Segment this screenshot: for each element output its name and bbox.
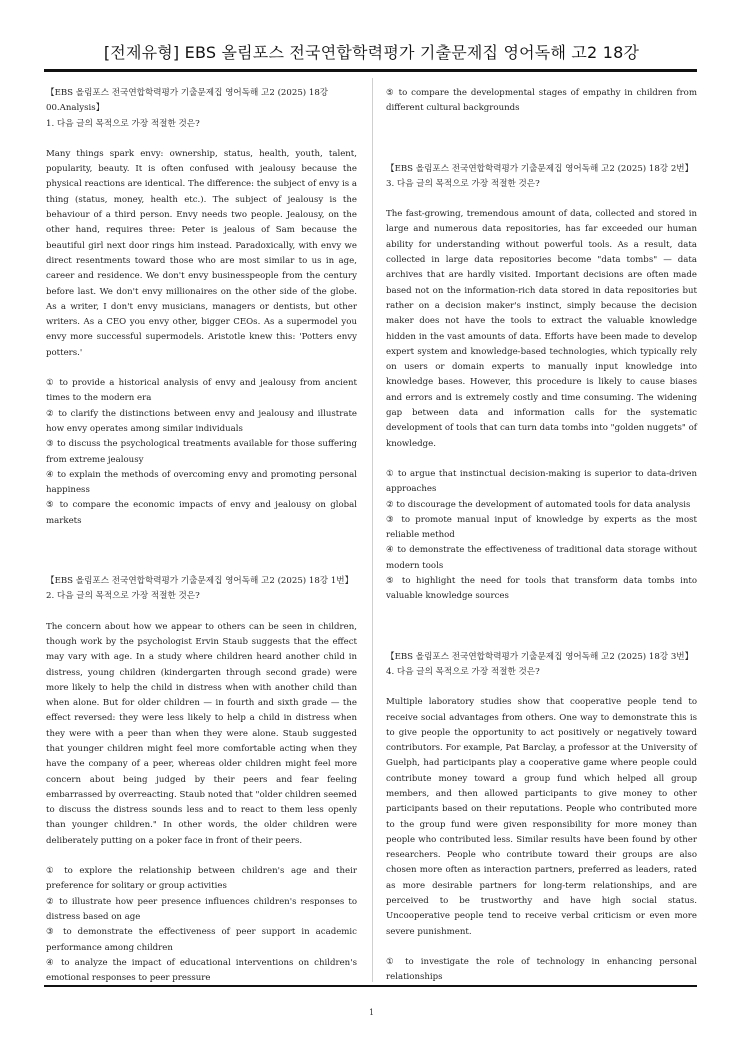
option-item: ③ to promote manual input of knowledge by experts as the most reliable method — [386, 514, 697, 541]
question-source: 【EBS 올림포스 전국연합학력평가 기출문제집 영어독해 고2 (2025) 18강 00.Analysis】 — [46, 88, 329, 114]
passage-text: Many things spark envy: ownership, status, health, youth, talent, popularity, beauty. It is often confused with jealousy because the physical reactions are identical. The difference: the subject of envy is a thing (status, money, health etc.). The subject of jealousy is the behaviour of a third person. Envy needs two people. Jealousy, on the other hand, requires three: Peter is jealous of Sam because the beautiful girl next door rings him instead. Paradoxically, with envy we direct resentments toward those who are most similar to us in age, career and residence. We don't envy businesspeople from the century before last. We don't envy millionaires on the other side of the globe. As a writer, I don't envy musicians, managers or dentists, but other writers. As a CEO you envy other, bigger CEOs. As a supermodel you envy more successful supermodels. Aristotle knew this: 'Potters envy potters.' — [46, 148, 357, 358]
option-item: ① to investigate the role of technology in enhancing personal relationships — [386, 956, 697, 983]
question-prompt: 4. 다음 글의 목적으로 가장 적절한 것은? — [386, 666, 540, 677]
option-item: ③ to demonstrate the effectiveness of peer support in academic performance among children — [46, 927, 357, 953]
page-title: [전제유형] EBS 올림포스 전국연합학력평가 기출문제집 영어독해 고2 18강 — [103, 43, 640, 62]
option-item: ④ to demonstrate the effectiveness of traditional data storage without modern tools — [386, 545, 697, 571]
footer-rule — [44, 985, 697, 987]
question-prompt: 2. 다음 글의 목적으로 가장 적절한 것은? — [46, 591, 200, 602]
question-source: 【EBS 올림포스 전국연합학력평가 기출문제집 영어독해 고2 (2025) 18강 2번】 — [386, 163, 694, 174]
option-item: ③ to discuss the psychological treatments available for those suffering from extreme jealousy — [46, 439, 357, 465]
options-list — [46, 376, 357, 529]
option-item: ⑤ to compare the economic impacts of envy and jealousy on global markets — [46, 500, 357, 526]
options-list — [386, 955, 697, 986]
question-block-2 — [46, 574, 357, 986]
header-rule — [44, 69, 697, 72]
options-list — [46, 864, 357, 986]
option-item: ② to discourage the development of automated tools for data analysis — [386, 499, 691, 510]
question-block-4 — [386, 650, 697, 986]
right-column — [386, 86, 697, 986]
passage-text: The fast-growing, tremendous amount of data, collected and stored in large and numerous data repositories, has far exceeded our human ability for understanding without powerful tools. As a result, data collected in large data repositories become "data tombs" — data archives that are hardly visited. Important decisions are often made based not on the information-rich data stored in data repositories but rather on a decision maker's instinct, simply because the decision maker does not have the tools to extract the valuable knowledge hidden in the vast amounts of data. Efforts have been made to develop expert system and knowledge-based technologies, which typically rely on users or domain experts to manually input knowledge into knowledge bases. However, this procedure is likely to cause biases and errors and is extremely costly and time consuming. The widening gap between data and information calls for the systematic development of tools that can turn data tombs into "golden nuggets" of knowledge. — [386, 209, 697, 449]
option-item: ① to provide a historical analysis of envy and jealousy from ancient times to the modern era — [46, 378, 357, 404]
question-source: 【EBS 올림포스 전국연합학력평가 기출문제집 영어독해 고2 (2025) 18강 3번】 — [386, 651, 694, 662]
option-item: ④ to explain the methods of overcoming envy and promoting personal happiness — [46, 469, 357, 496]
option-item: ① to argue that instinctual decision-making is superior to data-driven approaches — [386, 468, 697, 495]
option-item: ④ to analyze the impact of educational interventions on children's emotional responses to peer pressure — [46, 957, 357, 984]
column-divider — [372, 78, 373, 982]
option-item: ⑤ to compare the developmental stages of empathy in children from different cultural backgrounds — [386, 88, 697, 114]
question-source: 【EBS 올림포스 전국연합학력평가 기출문제집 영어독해 고2 (2025) 18강 1번】 — [46, 576, 354, 587]
option-item: ② to clarify the distinctions between envy and jealousy and illustrate how envy operates among similar individuals — [46, 408, 357, 434]
question-block-3 — [386, 162, 697, 605]
passage-text: The concern about how we appear to others can be seen in children, though work by the psychologist Ervin Staub suggests that the effect may vary with age. In a study where children heard another child in distress, young children (kindergarten through second grade) were more likely to help the child in distress when with another child than when alone. But for older children — in fourth and sixth grade — the effect reversed: they were less likely to help a child in distress when they were with a peer than when they were alone. Staub suggested that younger children might feel more comfortable acting when they have the company of a peer, whereas older children might feel more concern about being judged by their peers and fear feeling embarrassed by overreacting. Staub noted that "older children seemed to discuss the distress sounds less and to react to them less openly than younger children." In other words, the older children were deliberately putting on a poker face in front of their peers. — [46, 621, 357, 846]
question-prompt: 1. 다음 글의 목적으로 가장 적절한 것은? — [46, 118, 200, 129]
options-list — [386, 467, 697, 605]
question-block-1 — [46, 86, 357, 529]
left-column — [46, 86, 357, 986]
option-item: ② to illustrate how peer presence influences children's responses to distress based on age — [46, 896, 357, 922]
page-number: 1 — [368, 1008, 375, 1017]
passage-text: Multiple laboratory studies show that cooperative people tend to receive social advantages from others. One way to demonstrate this is to give people the opportunity to act positively or negatively toward contributors. For example, Pat Barclay, a professor at the University of Guelph, had participants play a cooperative game where people could contribute money toward a group fund which helped all group members, and then allowed participants to give money to other participants based on their reputations. People who contributed more to the group fund were given responsibility for more money than people who contributed less. Similar results have been found by other researchers. People who contribute toward their groups are also chosen more often as interaction partners, preferred as leaders, rated as more desirable partners for long-term relationships, and are perceived to be trustworthy and have high social status. Uncooperative people tend to receive verbal criticism or even more severe punishment. — [386, 697, 697, 937]
question-prompt: 3. 다음 글의 목적으로 가장 적절한 것은? — [386, 178, 540, 189]
option-item: ⑤ to highlight the need for tools that transform data tombs into valuable knowledge sources — [386, 576, 697, 602]
option-item: ① to explore the relationship between children's age and their preference for solitary or group activities — [46, 866, 357, 892]
